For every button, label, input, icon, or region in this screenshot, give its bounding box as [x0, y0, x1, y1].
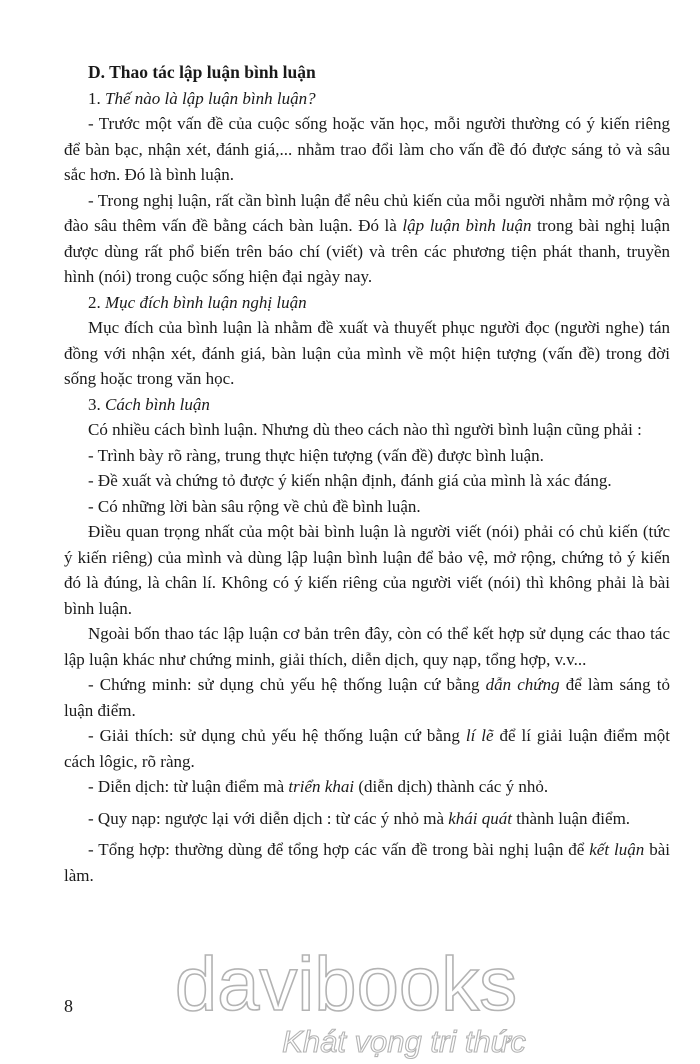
page-text — [64, 60, 670, 888]
paragraph-5: - Trình bày rõ ràng, trung thực hiện tượng (vấn đề) được bình luận. — [88, 445, 544, 465]
paragraph-8: Điều quan trọng nhất của một bài bình luận là người viết (nói) phải có chủ kiến (tức ý kiến riêng) của mình và dùng lập luận bình luận để bảo vệ, mở rộng, chứng tỏ ý kiến đó là đúng, là chân lí. Không có ý kiến riêng của người viết (nói) thì không phải là bài bình luận. — [64, 522, 670, 618]
paragraph-7: - Có những lời bàn sâu rộng về chủ đề bình luận. — [88, 496, 421, 516]
paragraph-2-emphasis: lập luận bình luận — [402, 216, 532, 235]
paragraph-11-text-b: để lí giải luận điểm một cách lôgic, rõ ràng. — [64, 726, 670, 771]
paragraph-11 — [64, 723, 670, 774]
subheading-3-title: Cách bình luận — [105, 394, 210, 414]
paragraph-12-text-a: - Diễn dịch: từ luận điểm mà — [88, 777, 289, 796]
paragraph-12-emphasis: triển khai — [288, 777, 355, 796]
paragraph-4: Có nhiều cách bình luận. Nhưng dù theo cách nào thì người bình luận cũng phải : — [88, 420, 642, 439]
paragraph-14-emphasis: kết luận — [589, 840, 645, 859]
paragraph-13-emphasis: khái quát — [448, 808, 513, 828]
subheading-1-title: Thế nào là lập luận bình luận? — [105, 88, 316, 108]
subheading-2-title: Mục đích bình luận nghị luận — [105, 292, 307, 312]
paragraph-1: - Trước một vấn đề của cuộc sống hoặc văn học, mỗi người thường có ý kiến riêng để bàn bạc, nhận xét, đánh giá,... nhằm trao đổi làm cho vấn đề đó được sáng tỏ và sâu sắc hơn. Đó là bình luận. — [64, 114, 670, 184]
paragraph-9: Ngoài bốn thao tác lập luận cơ bản trên đây, còn có thể kết hợp sử dụng các thao tác lập luận khác như chứng minh, giải thích, diễn dịch, quy nạp, tổng hợp, v.v... — [64, 624, 670, 669]
paragraph-11-emphasis: lí lẽ — [465, 726, 494, 745]
paragraph-13-text-a: - Quy nạp: ngược lại với diễn dịch : từ các ý nhỏ mà — [88, 808, 449, 828]
paragraph-2-text-a: - Trong nghị luận, rất cần bình luận để nêu chủ kiến của mỗi người nhằm mở rộng và đào sâu thêm vấn đề bằng cách bàn luận. Đó là — [64, 190, 670, 235]
paragraph-12 — [64, 774, 670, 800]
paragraph-14 — [64, 837, 670, 888]
section-heading: D. Thao tác lập luận bình luận — [88, 62, 316, 82]
paragraph-6: - Đề xuất và chứng tỏ được ý kiến nhận định, đánh giá của mình là xác đáng. — [88, 471, 612, 490]
paragraph-2 — [64, 188, 670, 290]
paragraph-12-text-b: (diễn dịch) thành các ý nhỏ. — [354, 777, 549, 796]
paragraph-10-emphasis: dẫn chứng — [485, 675, 560, 694]
paragraph-11-text-a: - Giải thích: sử dụng chủ yếu hệ thống luận cứ bằng — [88, 726, 466, 745]
watermark-slogan: Khát vọng tri thức — [282, 1024, 526, 1059]
subheading-1-number: 1. — [88, 88, 105, 108]
paragraph-10 — [64, 672, 670, 723]
paragraph-2-text-b: trong bài nghị luận được dùng rất phổ biến trên báo chí (viết) và trên các phương tiện phát thanh, truyền hình (nói) trong cuộc sống hiện đại ngày nay. — [64, 216, 670, 286]
paragraph-13-text-b: thành luận điểm. — [512, 808, 631, 828]
watermark-brand: davibooks — [174, 942, 518, 1027]
paragraph-10-text-a: - Chứng minh: sử dụng chủ yếu hệ thống luận cứ bằng — [88, 675, 486, 694]
subheading-1 — [64, 86, 670, 112]
paragraph-13 — [64, 806, 670, 832]
paragraph-3: Mục đích của bình luận là nhằm đề xuất và thuyết phục người đọc (người nghe) tán đồng với nhận xét, đánh giá, bàn luận của mình về một hiện tượng (vấn đề) trong đời sống hoặc trong văn học. — [64, 318, 670, 388]
subheading-2-number: 2. — [88, 292, 105, 312]
subheading-3 — [64, 392, 670, 418]
subheading-2 — [64, 290, 670, 316]
page-number: 8 — [64, 996, 73, 1016]
paragraph-14-text-b: bài làm. — [64, 840, 670, 885]
paragraph-10-text-b: để làm sáng tỏ luận điểm. — [64, 675, 670, 720]
subheading-3-number: 3. — [88, 394, 105, 414]
paragraph-14-text-a: - Tổng hợp: thường dùng để tổng hợp các vấn đề trong bài nghị luận để — [88, 840, 590, 859]
